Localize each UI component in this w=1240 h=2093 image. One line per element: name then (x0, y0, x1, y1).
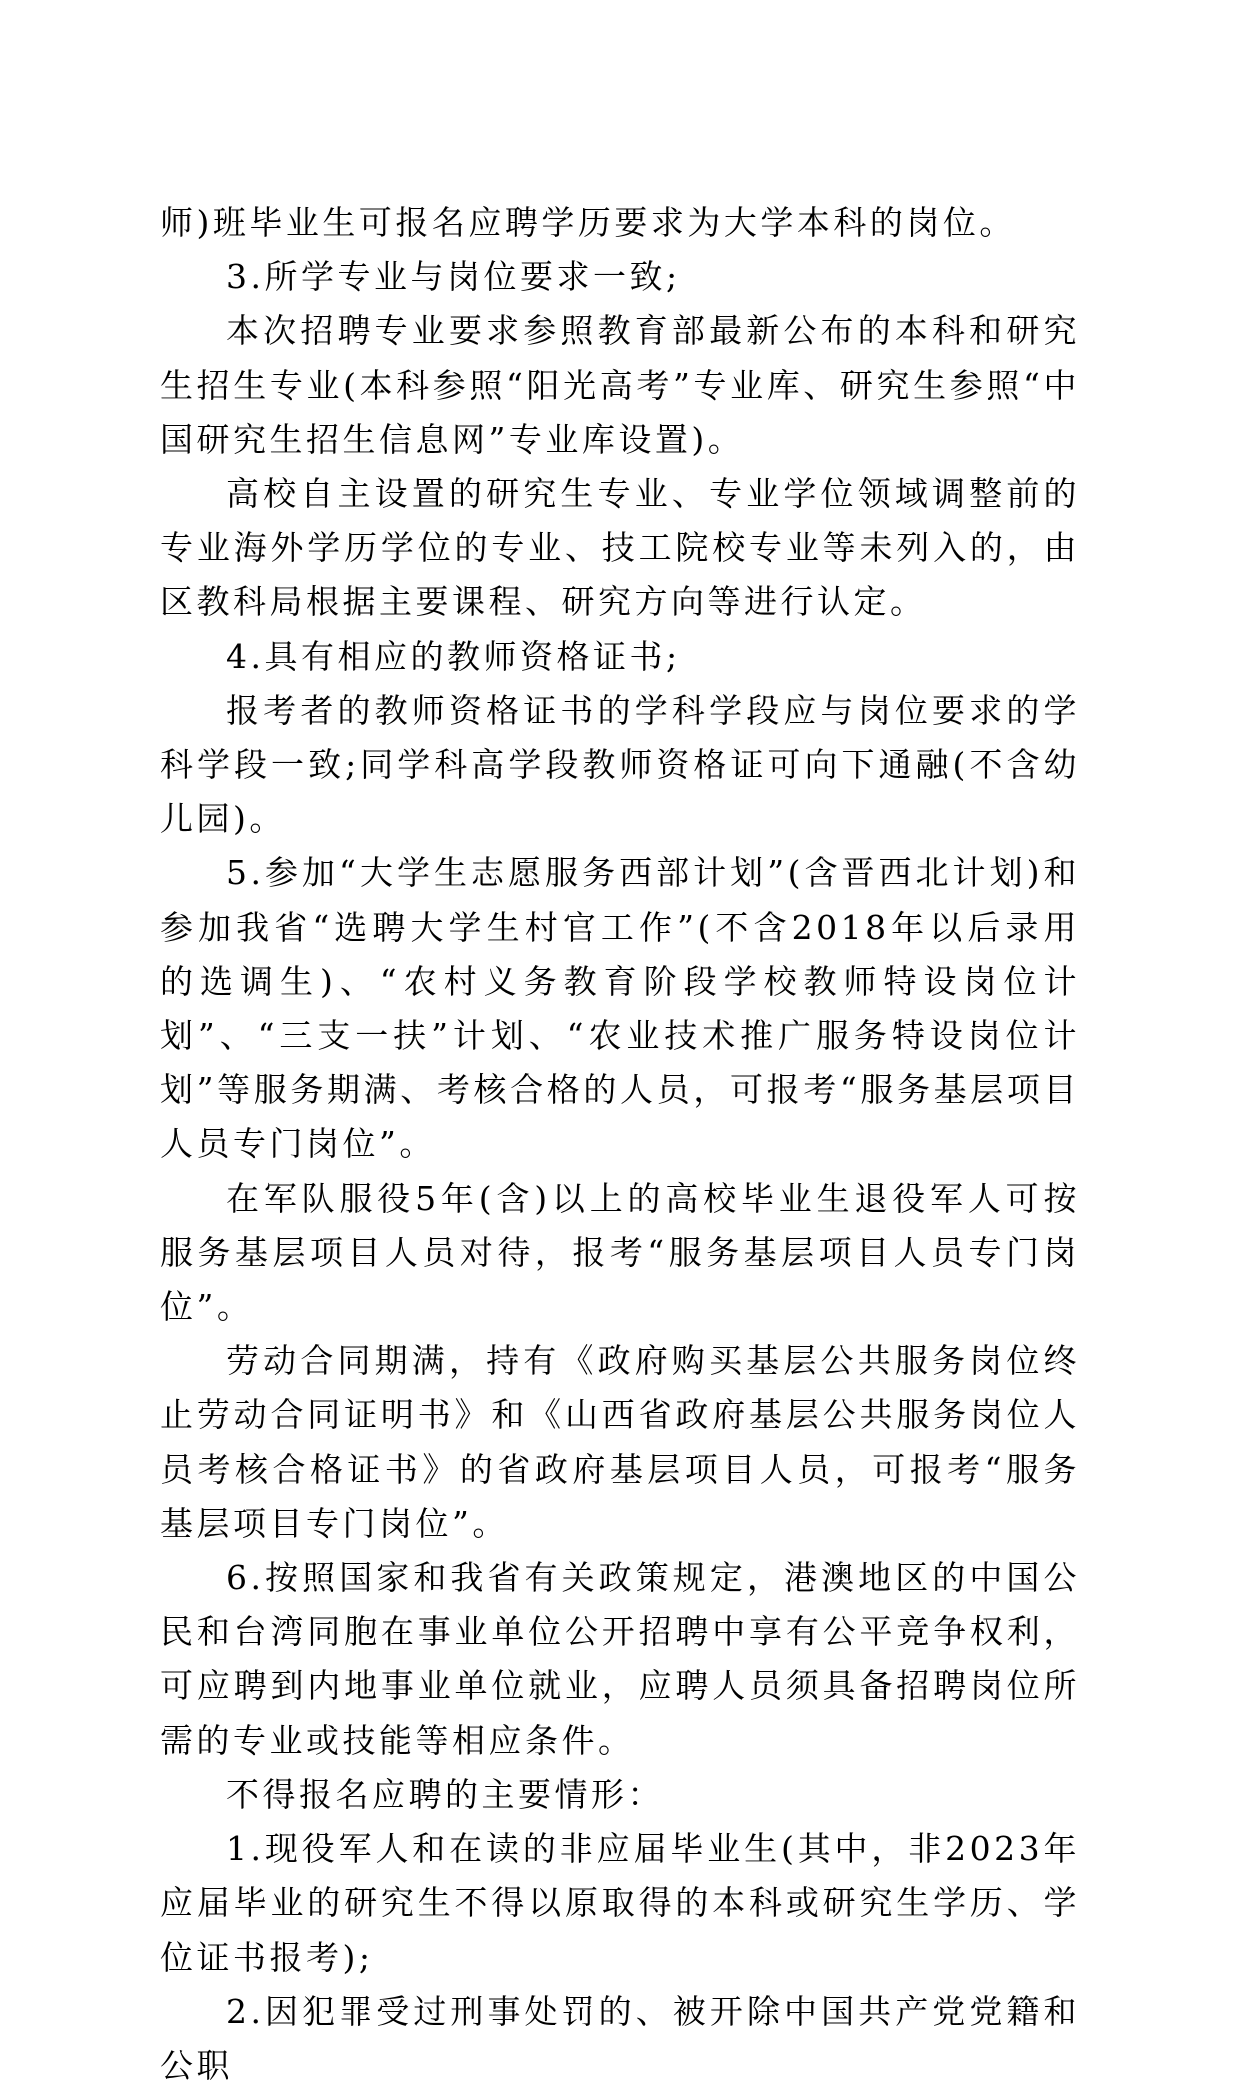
paragraph: 5.参加“大学生志愿服务西部计划”(含晋西北计划)和参加我省“选聘大学生村官工作”(不含2018年以后录用的选调生)、“农村义务教育阶段学校教师特设岗位计划”、“三支一扶”计划、“农业技术推广服务特设岗位计划”等服务期满、考核合格的人员，可报考“服务基层项目人员专门岗位”。 (160, 853, 1080, 1164)
paragraph: 2.因犯罪受过刑事处罚的、被开除中国共产党党籍和公职 (160, 1991, 1080, 2085)
paragraph: 师)班毕业生可报名应聘学历要求为大学本科的岗位。 (160, 203, 1016, 242)
paragraph: 6.按照国家和我省有关政策规定，港澳地区的中国公民和台湾同胞在事业单位公开招聘中享有公平竞争权利，可应聘到内地事业单位就业，应聘人员须具备招聘岗位所需的专业或技能等相应条件。 (160, 1558, 1080, 1760)
paragraph: 不得报名应聘的主要情形： (226, 1774, 664, 1814)
paragraph: 报考者的教师资格证书的学科学段应与岗位要求的学科学段一致;同学科高学段教师资格证可向下通融(不含幼儿园)。 (160, 690, 1080, 839)
document-body (160, 196, 1080, 2093)
paragraph: 劳动合同期满，持有《政府购买基层公共服务岗位终止劳动合同证明书》和《山西省政府基层公共服务岗位人员考核合格证书》的省政府基层项目人员，可报考“服务基层项目专门岗位”。 (160, 1341, 1080, 1543)
paragraph: 4.具有相应的教师资格证书; (226, 636, 681, 676)
paragraph: 高校自主设置的研究生专业、专业学位领域调整前的专业海外学历学位的专业、技工院校专业等未列入的，由区教科局根据主要课程、研究方向等进行认定。 (160, 474, 1080, 622)
paragraph: 在军队服役5年(含)以上的高校毕业生退役军人可按服务基层项目人员对待，报考“服务基层项目人员专门岗位”。 (160, 1178, 1080, 1327)
paragraph: 3.所学专业与岗位要求一致; (226, 257, 681, 297)
paragraph: 1.现役军人和在读的非应届毕业生(其中，非2023年应届毕业的研究生不得以原取得的本科或研究生学历、学位证书报考); (160, 1829, 1080, 1977)
paragraph: 本次招聘专业要求参照教育部最新公布的本科和研究生招生专业(本科参照“阳光高考”专业库、研究生参照“中国研究生招生信息网”专业库设置)。 (160, 311, 1080, 459)
